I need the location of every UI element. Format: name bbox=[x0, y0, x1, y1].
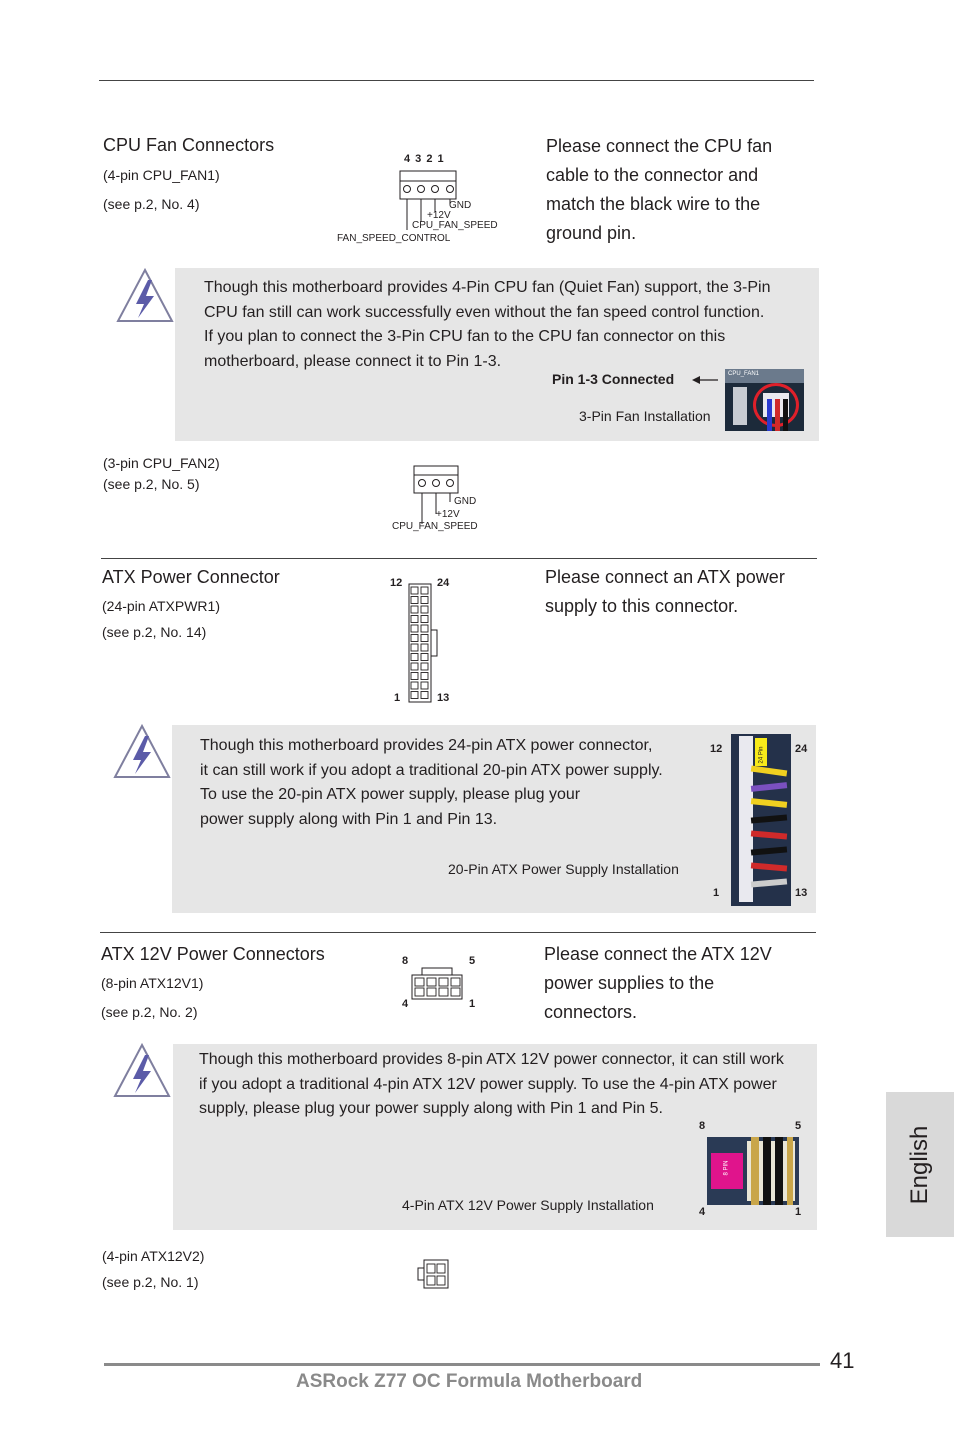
fan-photo-label: CPU_FAN1 bbox=[728, 371, 760, 377]
atx-description: Please connect an ATX power supply to this connector. bbox=[545, 567, 785, 616]
atx-photo-pin-24: 24 bbox=[795, 743, 808, 755]
three-pin-fan-caption: 3-Pin Fan Installation bbox=[579, 408, 711, 424]
atx12v-pin-8: 8 bbox=[402, 955, 409, 967]
atx12v-pin-5: 5 bbox=[469, 955, 476, 967]
caution-icon bbox=[111, 722, 173, 782]
cpu-fan1-control-label: FAN_SPEED_CONTROL bbox=[337, 233, 451, 244]
atx-pin-24: 24 bbox=[437, 577, 450, 589]
atx12v-connector-drawing bbox=[410, 966, 464, 1002]
atx12v-pin-4: 4 bbox=[402, 998, 409, 1010]
cpu-fan1-12v-label: +12V bbox=[427, 210, 451, 221]
page-number: 41 bbox=[830, 1348, 855, 1373]
atx-pin-12: 12 bbox=[390, 577, 403, 589]
atx-sub2: (see p.2, No. 14) bbox=[102, 624, 207, 640]
arrow-left-icon bbox=[690, 373, 720, 387]
atx12v-note: Though this motherboard provides 8-pin ATX 12V power connector, it can still work if you adopt a traditional 4-pin ATX 12V power supply. To use the 4-pin ATX power supply, please plug your power supply along with Pin 1 and Pin 5. bbox=[199, 1051, 784, 1117]
caution-icon bbox=[114, 266, 176, 326]
atx12v-rule bbox=[100, 932, 816, 933]
cpu-fan2-sub1: (3-pin CPU_FAN2) bbox=[103, 455, 220, 471]
atx12v2-connector-drawing bbox=[416, 1258, 452, 1290]
atx-photo-pin-13: 13 bbox=[795, 887, 808, 899]
atx12v-photo-pin-5: 5 bbox=[795, 1120, 802, 1132]
atx-rule bbox=[101, 558, 817, 559]
cpu-fan2-sub2: (see p.2, No. 5) bbox=[103, 476, 200, 492]
cpu-fan2-gnd-label: GND bbox=[454, 496, 477, 507]
atx12v-description: Please connect the ATX 12V power supplies to the connectors. bbox=[544, 944, 772, 1022]
pin-connected-label: Pin 1-3 Connected bbox=[552, 371, 675, 387]
atx-note: Though this motherboard provides 24-pin ATX power connector, it can still work if you adopt a traditional 20-pin ATX power supply. To use the 20-pin ATX power supply, please plug your power supply along with Pin 1 and Pin 13. bbox=[200, 737, 663, 828]
cpu-fan-sub1: (4-pin CPU_FAN1) bbox=[103, 167, 220, 183]
cpu-fan-sub2: (see p.2, No. 4) bbox=[103, 196, 200, 212]
four-pin-12v-caption: 4-Pin ATX 12V Power Supply Installation bbox=[402, 1197, 654, 1213]
atx-photo-label: 24 Pin bbox=[758, 746, 765, 764]
atx-sub1: (24-pin ATXPWR1) bbox=[102, 598, 220, 614]
caution-icon bbox=[111, 1041, 173, 1101]
top-rule bbox=[99, 80, 814, 81]
cpu-fan-description: Please connect the CPU fan cable to the connector and match the black wire to the ground pin. bbox=[546, 136, 773, 243]
atx12v-installation-photo bbox=[707, 1137, 799, 1205]
cpu-fan2-12v-label: +12V bbox=[436, 509, 460, 520]
atx12v-sub2: (see p.2, No. 2) bbox=[101, 1004, 198, 1020]
atx-pin-13: 13 bbox=[437, 692, 450, 704]
atx-photo-pin-12: 12 bbox=[710, 743, 723, 755]
cpu-fan1-pin-numbers: 4 3 2 1 bbox=[404, 153, 445, 165]
cpu-fan1-speed-label: CPU_FAN_SPEED bbox=[412, 220, 498, 231]
twenty-pin-caption: 20-Pin ATX Power Supply Installation bbox=[448, 861, 679, 877]
cpu-fan-note: Though this motherboard provides 4-Pin CPU fan (Quiet Fan) support, the 3-Pin CPU fan still can work successfully even without the fan speed control function. If you plan to connect the 3-Pin CPU fan to the CPU fan connector on this motherboard, please connect it to Pin 1-3. bbox=[204, 279, 771, 370]
atx12v-photo-label: 8 PIN bbox=[723, 1160, 730, 1176]
fan-installation-photo bbox=[725, 369, 804, 431]
atx12v-pin-1: 1 bbox=[469, 998, 476, 1010]
cpu-fan-title: CPU Fan Connectors bbox=[103, 135, 275, 155]
cpu-fan2-speed-label: CPU_FAN_SPEED bbox=[392, 521, 478, 532]
atx-title: ATX Power Connector bbox=[102, 567, 280, 587]
atx-photo-pin-1: 1 bbox=[713, 887, 720, 899]
atx12v2-sub1: (4-pin ATX12V2) bbox=[102, 1248, 205, 1264]
atx12v-title: ATX 12V Power Connectors bbox=[101, 944, 325, 964]
atx12v-photo-pin-8: 8 bbox=[699, 1120, 706, 1132]
atx-connector-drawing bbox=[407, 582, 441, 704]
atx12v-photo-pin-4: 4 bbox=[699, 1206, 706, 1218]
cpu-fan1-gnd-label: GND bbox=[449, 200, 472, 211]
atx-installation-photo bbox=[731, 734, 791, 906]
atx12v-sub1: (8-pin ATX12V1) bbox=[101, 975, 204, 991]
language-tab-label: English bbox=[906, 1125, 933, 1204]
atx12v2-sub2: (see p.2, No. 1) bbox=[102, 1274, 199, 1290]
footer-rule bbox=[104, 1363, 820, 1366]
atx12v-photo-pin-1: 1 bbox=[795, 1206, 802, 1218]
footer-title: ASRock Z77 OC Formula Motherboard bbox=[296, 1371, 643, 1392]
language-tab bbox=[886, 1092, 954, 1237]
atx-pin-1: 1 bbox=[394, 692, 401, 704]
